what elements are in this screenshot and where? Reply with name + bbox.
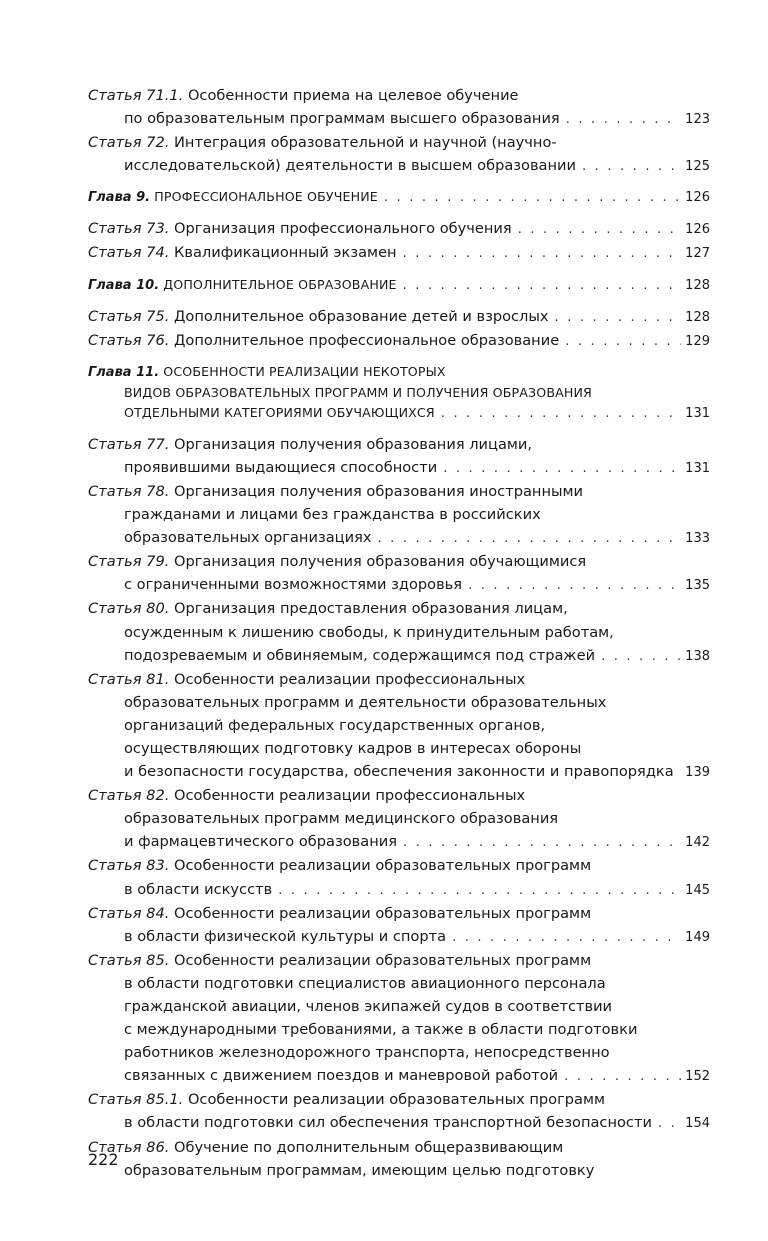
entry-title: Организация получения образования иностранными <box>174 482 584 500</box>
entry-title: Особенности реализации образовательных программ <box>187 1091 605 1109</box>
chapter-number: Глава 11. <box>88 364 160 380</box>
entry-title: ОСОБЕННОСТИ РЕАЛИЗАЦИИ НЕКОТОРЫХ <box>163 363 446 379</box>
page-reference: 127 <box>685 246 710 262</box>
entry-title: по образовательным программам высшего образования <box>124 110 560 128</box>
toc-line <box>88 217 710 241</box>
entry-title: Организация профессионального обучения <box>174 220 512 238</box>
toc-line <box>88 760 710 784</box>
dot-leader <box>518 218 681 241</box>
toc-article <box>88 597 710 667</box>
entry-title: образовательных организациях <box>124 529 372 547</box>
dot-leader <box>582 155 681 178</box>
toc-line <box>88 456 710 480</box>
entry-title: Особенности реализации образовательных программ <box>174 857 592 875</box>
toc-line <box>88 1136 710 1159</box>
toc-chapter <box>88 275 710 296</box>
dot-leader <box>566 108 681 131</box>
dot-leader <box>403 831 681 854</box>
toc-line <box>88 241 710 265</box>
page-reference: 152 <box>685 1069 710 1085</box>
entry-title: Особенности реализации профессиональных <box>174 670 526 688</box>
page-reference: 128 <box>685 309 710 325</box>
toc-chapter <box>88 187 710 208</box>
article-number: Статья 85. <box>88 951 170 969</box>
toc-article <box>88 84 710 131</box>
toc-article <box>88 668 710 784</box>
toc-line <box>88 275 710 296</box>
page-reference: 123 <box>685 112 710 128</box>
dot-leader <box>377 527 681 550</box>
entry-title: осуществляющих подготовку кадров в интересах обороны <box>124 739 582 757</box>
toc-line <box>88 1088 710 1111</box>
article-number: Статья 73. <box>88 220 170 238</box>
entry-title: в области подготовки специалистов авиационного персонала <box>124 974 606 992</box>
entry-title: исследовательской) деятельности в высшем образовании <box>124 157 577 175</box>
toc-line <box>88 644 710 668</box>
entry-title: в области подготовки сил обеспечения транспортной безопасности <box>124 1114 652 1132</box>
entry-title: образовательным программам, имеющим целью подготовку <box>124 1161 595 1179</box>
dot-leader <box>555 306 682 329</box>
entry-title: Организация получения образования лицами, <box>174 435 533 453</box>
entry-title: подозреваемым и обвиняемым, содержащимся под стражей <box>124 646 596 664</box>
dot-leader <box>403 242 682 265</box>
toc-line <box>88 925 710 949</box>
entry-title: осужденным к лишению свободы, к принудительным работам, <box>124 623 614 641</box>
toc-article <box>88 241 710 265</box>
toc-line <box>88 84 710 107</box>
page-reference: 126 <box>685 190 710 206</box>
article-number: Статья 80. <box>88 600 170 618</box>
article-number: Статья 78. <box>88 482 170 500</box>
toc-line <box>88 995 710 1018</box>
dot-leader <box>565 330 681 353</box>
toc-line <box>88 854 710 877</box>
dot-leader <box>441 404 681 424</box>
entry-title: ПРОФЕССИОНАЛЬНОЕ ОБУЧЕНИЕ <box>154 189 378 205</box>
toc-line <box>88 714 710 737</box>
toc-line <box>88 362 710 383</box>
toc-article <box>88 217 710 241</box>
article-number: Статья 74. <box>88 244 170 262</box>
page-reference: 135 <box>685 578 710 594</box>
dot-leader <box>278 879 681 902</box>
page-reference: 133 <box>685 531 710 547</box>
entry-title: связанных с движением поездов и маневровой работой <box>124 1067 559 1085</box>
entry-title: образовательных программ и деятельности образовательных <box>124 693 607 711</box>
toc-line <box>88 550 710 573</box>
article-number: Статья 72. <box>88 134 170 152</box>
chapter-number: Глава 9. <box>88 190 151 206</box>
toc-line <box>88 383 710 403</box>
entry-title: ОТДЕЛЬНЫМИ КАТЕГОРИЯМИ ОБУЧАЮЩИХСЯ <box>124 404 435 420</box>
toc-line <box>88 597 710 620</box>
toc-article <box>88 854 710 901</box>
dot-leader <box>658 1112 681 1135</box>
page-reference: 131 <box>685 460 710 476</box>
toc-line <box>88 433 710 456</box>
page-reference: 139 <box>685 765 710 781</box>
toc-article <box>88 131 710 178</box>
page-reference: 154 <box>685 1116 710 1132</box>
toc-line <box>88 305 710 329</box>
page-reference: 142 <box>685 835 710 851</box>
article-number: Статья 71.1. <box>88 87 184 104</box>
table-of-contents <box>88 84 710 1182</box>
article-number: Статья 77. <box>88 435 170 453</box>
toc-line <box>88 668 710 691</box>
entry-title: гражданами и лицами без гражданства в российских <box>124 506 541 524</box>
toc-line <box>88 1111 710 1135</box>
entry-title: Организация предоставления образования лицам, <box>174 600 568 618</box>
entry-title: образовательных программ медицинского образования <box>124 810 559 828</box>
entry-title: Квалификационный экзамен <box>174 244 397 262</box>
toc-line <box>88 1159 710 1182</box>
page-reference: 125 <box>685 159 710 175</box>
article-number: Статья 81. <box>88 670 170 688</box>
article-number: Статья 84. <box>88 904 170 922</box>
toc-article <box>88 329 710 353</box>
entry-title: проявившими выдающиеся способности <box>124 458 438 476</box>
page-reference: 126 <box>685 222 710 238</box>
toc-line <box>88 830 710 854</box>
toc-article <box>88 480 710 550</box>
article-number: Статья 79. <box>88 553 170 571</box>
entry-title: работников железнодорожного транспорта, непосредственно <box>124 1044 610 1062</box>
toc-chapter <box>88 362 710 424</box>
toc-line <box>88 972 710 995</box>
article-number: Статья 86. <box>88 1138 170 1156</box>
dot-leader <box>564 1065 681 1088</box>
toc-line <box>88 403 710 424</box>
entry-title: Особенности реализации профессиональных <box>174 787 526 805</box>
toc-article <box>88 902 710 949</box>
toc-line <box>88 1041 710 1064</box>
page-reference: 149 <box>685 929 710 945</box>
entry-title: в области искусств <box>124 880 273 898</box>
entry-title: и фармацевтического образования <box>124 833 398 851</box>
toc-line <box>88 621 710 644</box>
page-reference: 129 <box>685 333 710 349</box>
entry-title: организаций федеральных государственных органов, <box>124 716 546 734</box>
toc-line <box>88 154 710 178</box>
page-number: 222 <box>88 1150 119 1169</box>
entry-title: Особенности реализации образовательных программ <box>174 951 592 969</box>
page-reference: 131 <box>685 405 710 421</box>
toc-article <box>88 949 710 1089</box>
entry-title: ВИДОВ ОБРАЗОВАТЕЛЬНЫХ ПРОГРАММ И ПОЛУЧЕНИЯ ОБРАЗОВАНИЯ <box>124 384 592 400</box>
toc-line <box>88 131 710 154</box>
toc-article <box>88 305 710 329</box>
dot-leader <box>452 926 681 949</box>
dot-leader <box>468 574 681 597</box>
entry-title: Дополнительное образование детей и взрослых <box>174 307 549 325</box>
toc-line <box>88 573 710 597</box>
toc-line <box>88 526 710 550</box>
entry-title: Организация получения образования обучающимися <box>174 553 587 571</box>
article-number: Статья 83. <box>88 857 170 875</box>
article-number: Статья 82. <box>88 787 170 805</box>
toc-line <box>88 503 710 526</box>
toc-line <box>88 107 710 131</box>
toc-line <box>88 878 710 902</box>
entry-title: Обучение по дополнительным общеразвивающим <box>174 1138 564 1156</box>
article-number: Статья 75. <box>88 307 170 325</box>
dot-leader <box>680 761 681 784</box>
entry-title: в области физической культуры и спорта <box>124 927 447 945</box>
page-reference: 138 <box>685 648 710 664</box>
entry-title: Особенности реализации образовательных программ <box>174 904 592 922</box>
entry-title: Особенности приема на целевое обучение <box>187 87 519 104</box>
article-number: Статья 76. <box>88 331 170 349</box>
toc-line <box>88 902 710 925</box>
dot-leader <box>403 276 682 296</box>
entry-title: Дополнительное профессиональное образование <box>174 331 560 349</box>
toc-line <box>88 480 710 503</box>
entry-title: гражданской авиации, членов экипажей судов в соответствии <box>124 998 613 1015</box>
toc-line <box>88 1018 710 1041</box>
toc-article <box>88 433 710 480</box>
entry-title: с ограниченными возможностями здоровья <box>124 576 463 594</box>
dot-leader <box>443 457 681 480</box>
toc-line <box>88 187 710 208</box>
article-number: Статья 85.1. <box>88 1091 184 1109</box>
toc-line <box>88 784 710 807</box>
toc-line <box>88 737 710 760</box>
toc-article <box>88 550 710 597</box>
toc-line <box>88 807 710 830</box>
entry-title: ДОПОЛНИТЕЛЬНОЕ ОБРАЗОВАНИЕ <box>163 276 397 292</box>
toc-article <box>88 1136 710 1182</box>
toc-line <box>88 949 710 972</box>
entry-title: Интеграция образовательной и научной (научно- <box>174 134 557 152</box>
page-reference: 145 <box>685 882 710 898</box>
entry-title: с международными требованиями, а также в области подготовки <box>124 1021 638 1039</box>
toc-article <box>88 1088 710 1135</box>
dot-leader <box>601 645 681 668</box>
entry-title: и безопасности государства, обеспечения законности и правопорядка <box>124 763 674 781</box>
page-reference: 128 <box>685 277 710 293</box>
chapter-number: Глава 10. <box>88 277 160 293</box>
toc-line <box>88 1064 710 1088</box>
toc-article <box>88 784 710 854</box>
toc-line <box>88 691 710 714</box>
dot-leader <box>384 188 681 208</box>
toc-line <box>88 329 710 353</box>
